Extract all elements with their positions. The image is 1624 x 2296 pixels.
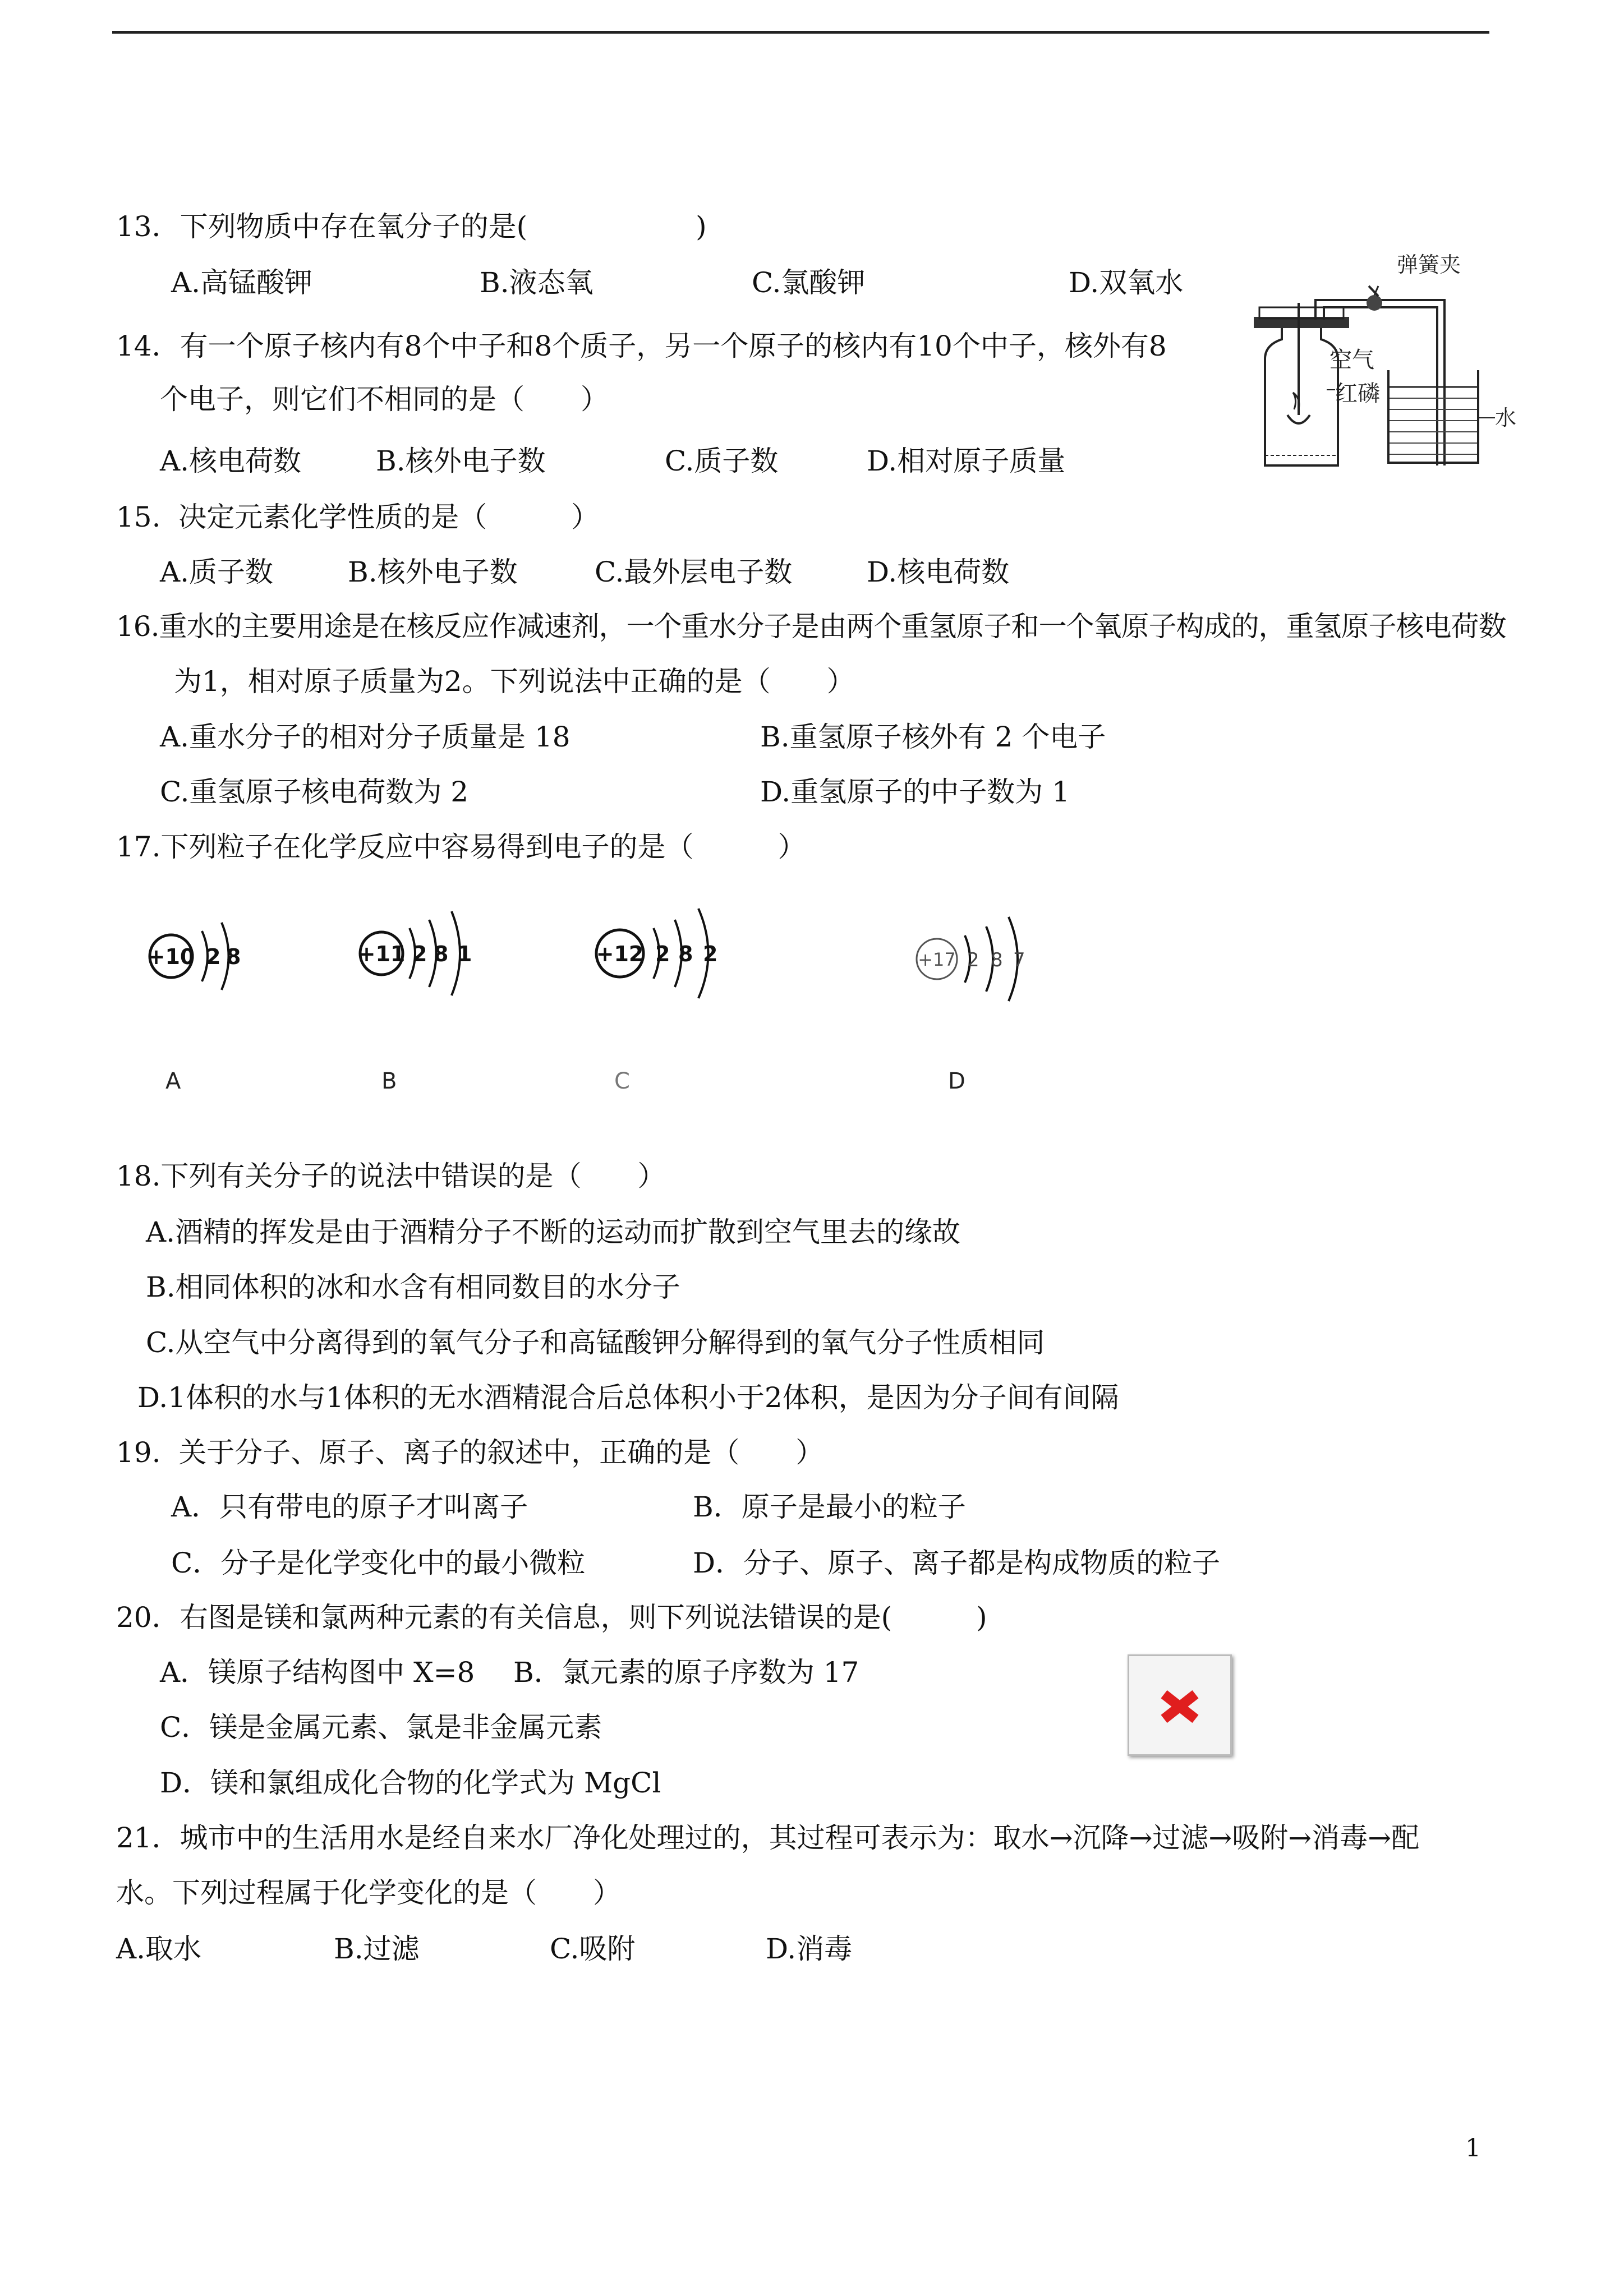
q13-option-c: C.氯酸钾	[752, 266, 866, 299]
header-rule	[112, 31, 1489, 34]
q21-option-b: B.过滤	[334, 1933, 420, 1965]
atom-c-shell-2: 8	[678, 942, 693, 966]
q14-stem-line1: 14．有一个原子核内有8个中子和8个质子，另一个原子的核内有10个中子，核外有8	[116, 330, 1167, 362]
label-red-phosphorus: 红磷	[1335, 381, 1380, 407]
atom-b-shell-2: 8	[434, 942, 449, 966]
q19-option-a: A．只有带电的原子才叫离子	[171, 1491, 528, 1523]
q20-option-d: D．镁和氯组成化合物的化学式为 MgCl	[160, 1767, 661, 1799]
q14-option-c: C.质子数	[665, 445, 779, 477]
q21-option-c: C.吸附	[550, 1933, 636, 1965]
atom-c-shell-1: 2	[655, 942, 670, 966]
q16-stem-line1: 16.重水的主要用途是在核反应作减速剂，一个重水分子是由两个重氢原子和一个氧原子构成的，重氢原子核电荷数	[116, 610, 1506, 643]
q20-stem: 20．右图是镁和氯两种元素的有关信息，则下列说法错误的是( )	[116, 1601, 987, 1634]
q18-option-d: D.1体积的水与1体积的无水酒精混合后总体积小于2体积，是因为分子间有间隔	[137, 1381, 1119, 1414]
atom-a-shell-2: 8	[226, 944, 241, 969]
atom-diagram-b	[353, 892, 499, 1015]
q13-option-b: B.液态氧	[480, 266, 594, 299]
q16-option-b: B.重氢原子核外有 2 个电子	[760, 721, 1106, 753]
atom-label-a: A	[165, 1068, 181, 1094]
atom-diagram-c	[592, 889, 755, 1018]
atom-d-shell-2: 8	[991, 949, 1003, 971]
q15-option-c: C.最外层电子数	[595, 556, 793, 588]
q17-stem: 17.下列粒子在化学反应中容易得到电子的是（ ）	[116, 831, 806, 863]
q19-option-b: B．原子是最小的粒子	[693, 1491, 966, 1523]
q21-option-d: D.消毒	[766, 1933, 853, 1965]
q18-option-c: C.从空气中分离得到的氧气分子和高锰酸钾分解得到的氧气分子性质相同	[146, 1326, 1045, 1359]
atom-d-nucleus: +17	[918, 949, 956, 970]
q20-option-c: C．镁是金属元素、氯是非金属元素	[160, 1711, 602, 1744]
q15-option-a: A.质子数	[160, 556, 274, 588]
q16-stem-line2: 为1，相对原子质量为2。下列说法中正确的是（ ）	[174, 665, 855, 698]
atom-b-nucleus: +11	[357, 942, 406, 966]
q21-option-a: A.取水	[116, 1933, 202, 1965]
q13-option-a: A.高锰酸钾	[171, 266, 313, 299]
q19-option-d: D．分子、原子、离子都是构成物质的粒子	[693, 1547, 1221, 1579]
q16-option-d: D.重氢原子的中子数为 1	[760, 776, 1070, 808]
page-number: 1	[1465, 2134, 1481, 2163]
q19-stem: 19. 关于分子、原子、离子的叙述中，正确的是（ ）	[116, 1436, 824, 1469]
atom-a-nucleus: +10	[147, 944, 195, 969]
q15-option-b: B.核外电子数	[348, 556, 518, 588]
broken-image-placeholder	[1128, 1654, 1232, 1756]
q14-option-d: D.相对原子质量	[867, 445, 1066, 477]
q19-option-c: C．分子是化学变化中的最小微粒	[171, 1547, 586, 1579]
atom-d-shell-3: 7	[1013, 949, 1025, 971]
atom-diagram-d	[909, 903, 1060, 1015]
atom-c-shell-3: 2	[703, 942, 718, 966]
label-spring-clip: 弹簧夹	[1397, 252, 1461, 277]
q13-stem: 13．下列物质中存在氧分子的是( )	[116, 210, 707, 243]
q18-option-a: A.酒精的挥发是由于酒精分子不断的运动而扩散到空气里去的缘故	[146, 1216, 961, 1248]
atom-label-d: D	[948, 1068, 965, 1094]
q15-option-d: D.核电荷数	[867, 556, 1010, 588]
q18-option-b: B.相同体积的冰和水含有相同数目的水分子	[146, 1271, 680, 1303]
q14-stem-line2: 个电子，则它们不相同的是（ ）	[160, 383, 609, 416]
atom-b-shell-1: 2	[412, 942, 427, 966]
q16-option-c: C.重氢原子核电荷数为 2	[160, 776, 469, 808]
atom-d-shell-1: 2	[967, 949, 979, 971]
q18-stem: 18.下列有关分子的说法中错误的是（ ）	[116, 1160, 666, 1192]
q15-stem: 15. 决定元素化学性质的是（ ）	[116, 501, 600, 533]
atom-a-shell-1: 2	[206, 944, 221, 969]
atom-label-c: C	[614, 1068, 630, 1094]
atom-c-nucleus: +12	[596, 942, 644, 966]
q16-option-a: A.重水分子的相对分子质量是 18	[160, 721, 571, 753]
atom-diagram-a	[143, 900, 278, 1012]
atom-label-b: B	[381, 1068, 397, 1094]
label-air: 空气	[1329, 347, 1374, 373]
q14-option-a: A.核电荷数	[160, 445, 302, 477]
label-water: 水	[1495, 405, 1517, 430]
q20-option-b: B．氯元素的原子序数为 17	[513, 1656, 859, 1689]
q21-stem-line1: 21．城市中的生活用水是经自来水厂净化处理过的，其过程可表示为：取水→沉降→过滤→吸附→消毒→配	[116, 1822, 1420, 1854]
broken-image-icon	[1129, 1656, 1230, 1754]
phosphorus-combustion-apparatus	[1231, 247, 1517, 482]
q21-stem-line2: 水。下列过程属于化学变化的是（ ）	[116, 1877, 621, 1909]
q14-option-b: B.核外电子数	[376, 445, 546, 477]
q20-option-a: A．镁原子结构图中 X=8	[160, 1656, 475, 1689]
atom-b-shell-3: 1	[457, 942, 472, 966]
q13-option-d: D.双氧水	[1069, 266, 1184, 299]
